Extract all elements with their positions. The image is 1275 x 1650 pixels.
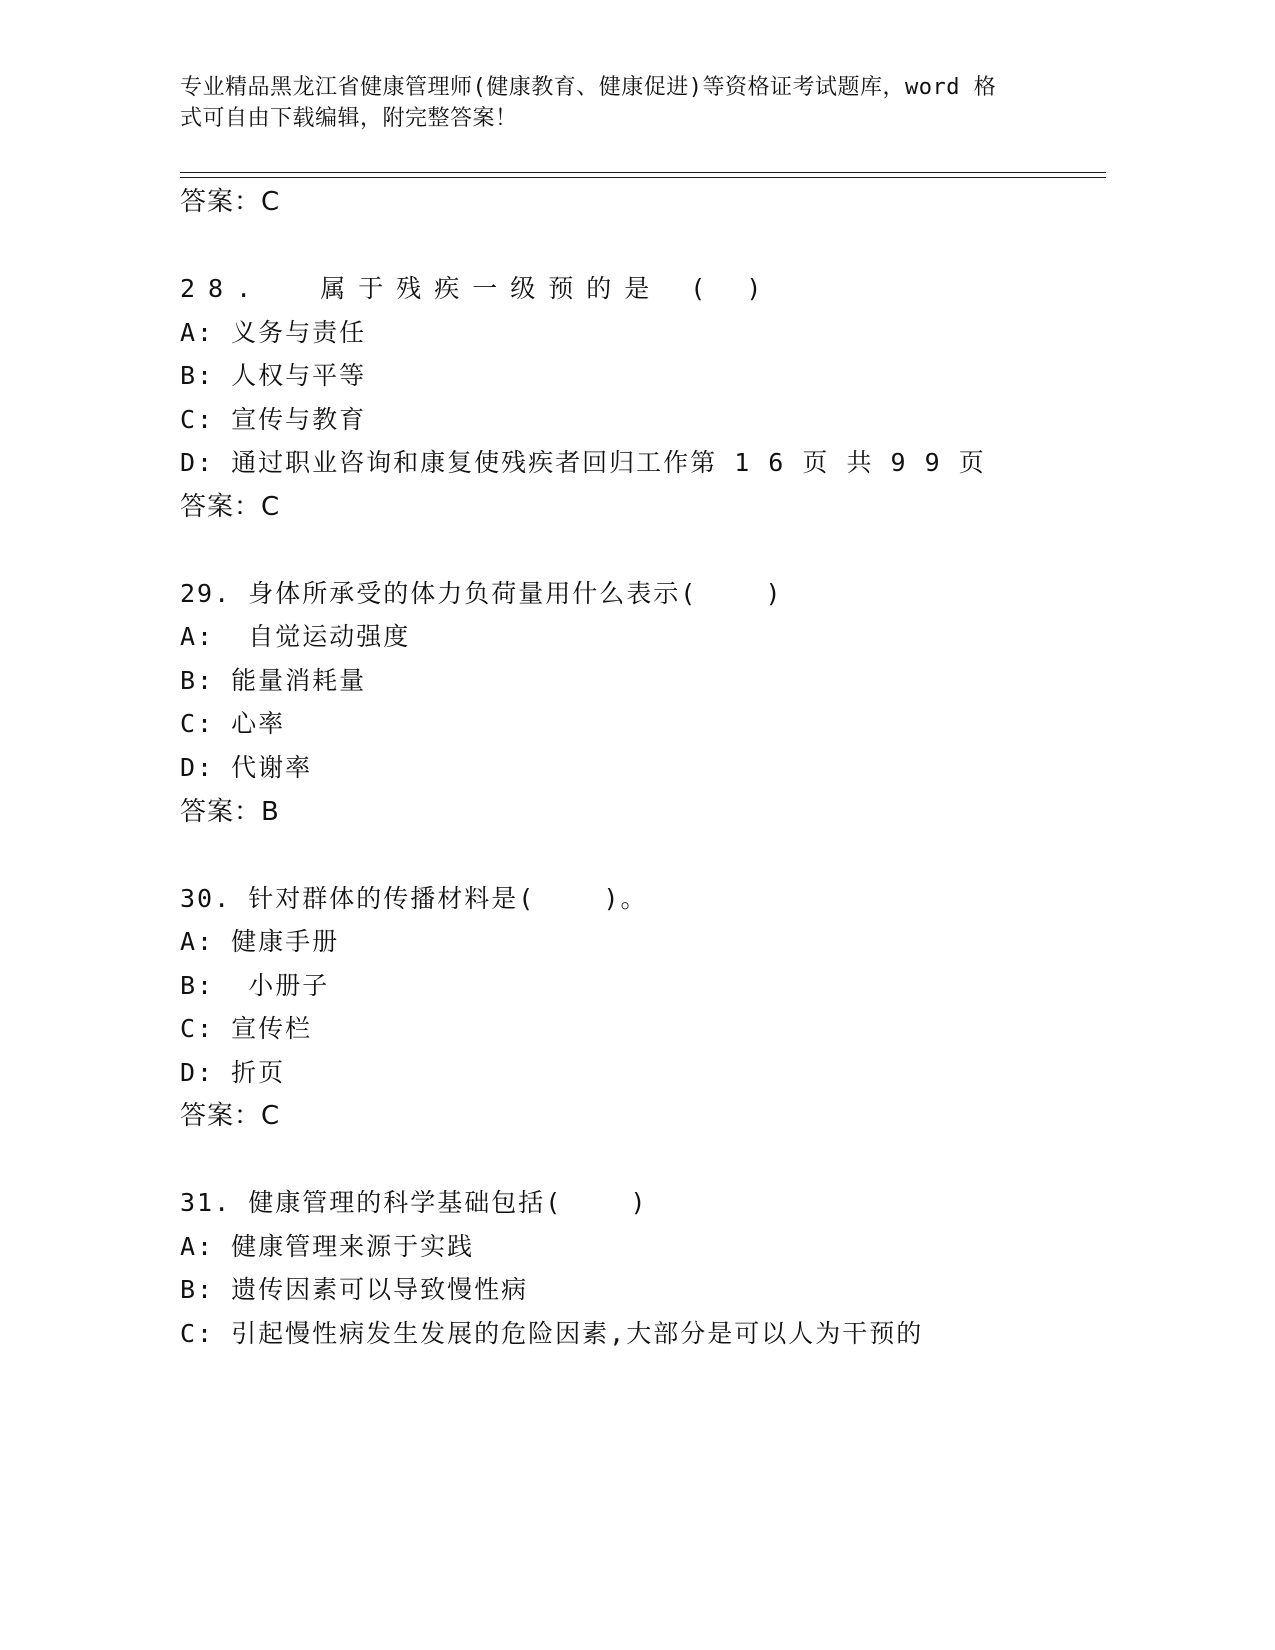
question-option: A: 义务与责任 — [180, 318, 367, 347]
question-option: C: 宣传与教育 — [180, 405, 367, 434]
answer-line: 答案：C — [180, 1101, 281, 1131]
answer-line: 答案：C — [180, 187, 281, 217]
question-option: B: 能量消耗量 — [180, 666, 367, 695]
question-option: B: 人权与平等 — [180, 361, 367, 390]
question-stem: 30. 针对群体的传播材料是( )。 — [180, 884, 648, 913]
question-stem: 29. 身体所承受的体力负荷量用什么表示( ) — [180, 579, 783, 608]
question-stem: 31. 健康管理的科学基础包括( ) — [180, 1188, 648, 1217]
question-option: B: 遗传因素可以导致慢性病 — [180, 1275, 529, 1304]
question-stem: 28. 属于残疾一级预的是 ( ) — [180, 274, 775, 303]
question-option: C: 心率 — [180, 709, 286, 738]
question-option: C: 引起慢性病发生发展的危险因素,大部分是可以人为干预的 — [180, 1319, 924, 1348]
header-divider-top — [180, 172, 1106, 173]
document-header — [180, 72, 1060, 134]
header-line-1: 专业精品黑龙江省健康管理师(健康教育、健康促进)等资格证考试题库，word 格 — [180, 75, 997, 100]
question-option: A: 自觉运动强度 — [180, 622, 411, 651]
question-option: A: 健康管理来源于实践 — [180, 1232, 475, 1261]
question-option: C: 宣传栏 — [180, 1014, 313, 1043]
question-option: D: 通过职业咨询和康复使残疾者回归工作第 1 6 页 共 9 9 页 — [180, 448, 986, 477]
header-divider-bottom — [180, 177, 1106, 178]
answer-line: 答案：B — [180, 797, 280, 827]
header-line-2: 式可自由下载编辑，附完整答案！ — [180, 106, 518, 131]
question-option: D: 代谢率 — [180, 753, 313, 782]
answer-line: 答案：C — [180, 492, 281, 522]
question-option: A: 健康手册 — [180, 927, 340, 956]
question-option: B: 小册子 — [180, 971, 330, 1000]
question-option: D: 折页 — [180, 1058, 286, 1087]
